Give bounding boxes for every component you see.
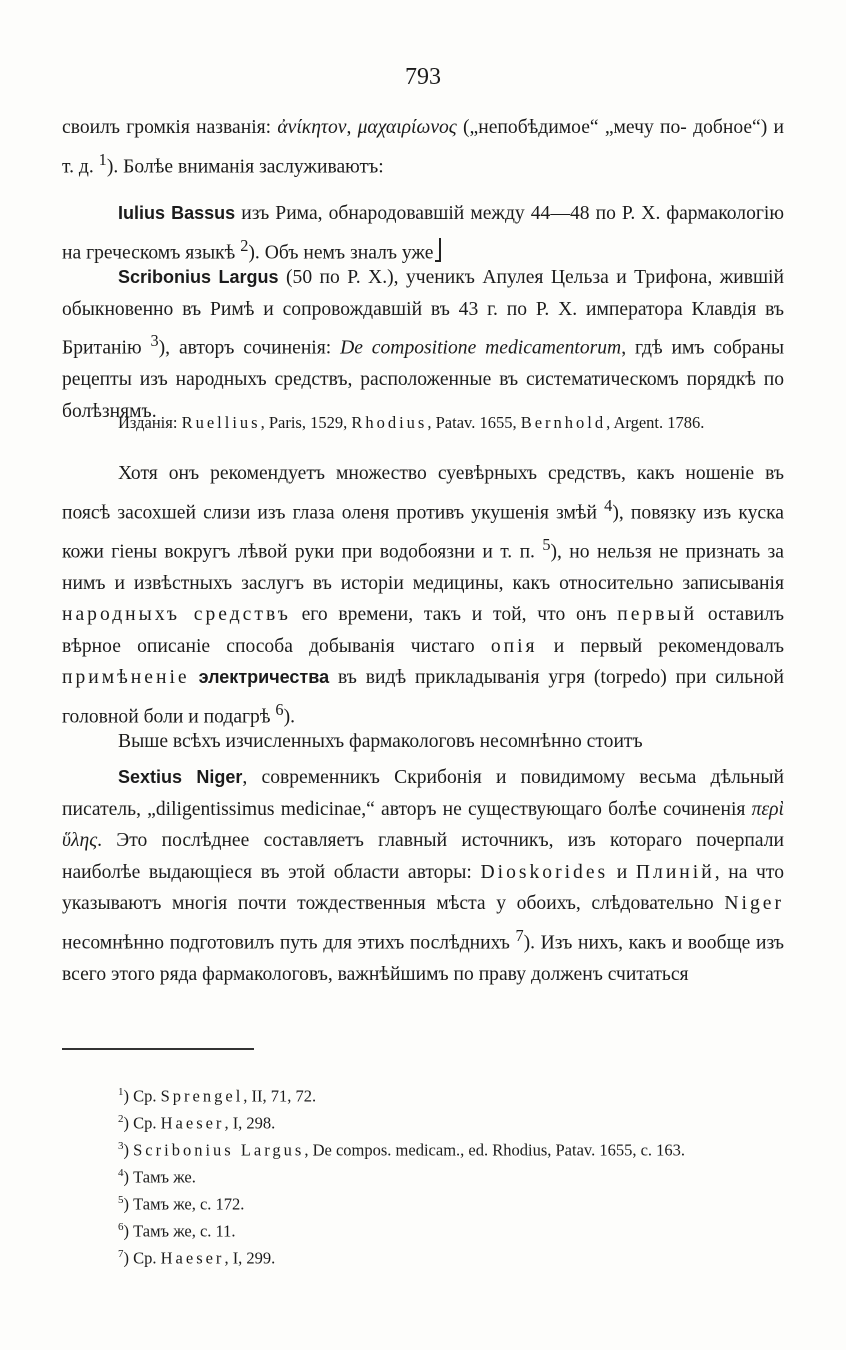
spaced-text: примѣненіе — [62, 667, 190, 689]
work-title: De compositione medicamentorum — [340, 337, 622, 359]
bracket-mark — [435, 238, 441, 262]
footnote-author: Scribonius Largus — [133, 1140, 305, 1160]
text: ). Болѣе вниманія заслуживаютъ: — [106, 156, 384, 178]
text: добное“) и т. д. — [62, 117, 784, 178]
text: въ видѣ прикладыванія угря (torpedo) при сильной головной боли и подагрѣ — [62, 667, 784, 728]
text: Выше всѣхъ изчисленныхъ фармакологовъ несомнѣнно стоитъ — [118, 731, 643, 752]
footnote-author: Haeser — [160, 1113, 225, 1133]
footnote — [118, 1215, 236, 1244]
footnote-text: ) Тамъ же. — [123, 1167, 196, 1187]
author-name: Sextius Niger — [118, 767, 243, 787]
text: его времени, такъ и той, что онъ — [290, 604, 618, 626]
author-name: Scribonius Largus — [118, 267, 279, 287]
footnote-divider — [62, 1048, 254, 1050]
footnote — [118, 1134, 685, 1163]
text: , современникъ Скрибонія и повидимому весьма дѣльный писатель, „diligentissimus medicinae,“ авторъ не существующаго болѣе сочиненія — [62, 767, 784, 820]
footnote-ref: 5 — [542, 534, 551, 554]
paragraph-niger — [62, 762, 784, 990]
text: ). Объ немъ зналъ уже — [248, 242, 434, 264]
text: и — [608, 861, 636, 883]
editor-name: Ruellius — [181, 413, 261, 432]
paragraph-merits — [62, 458, 784, 733]
footnote-author: Haeser — [160, 1248, 225, 1268]
footnote-text: ) — [123, 1140, 134, 1160]
footnote-text: ) Ср. — [123, 1113, 161, 1133]
text: изъ Рима, обнародовавшій между 44—48 по Р. X. фармакологію на греческомъ языкѣ — [62, 203, 784, 264]
spaced-text: первый — [617, 604, 698, 626]
paragraph-intro — [62, 112, 784, 183]
paragraph-scribonius — [62, 262, 784, 427]
greek-word: μαχαιρίωνος — [357, 117, 457, 138]
text: своилъ громкія названія: — [62, 117, 278, 138]
spaced-text: опія — [490, 635, 538, 657]
text: , на что указываютъ многія почти тождественныя мѣста у обоихъ, слѣдовательно — [62, 861, 784, 914]
text: несомнѣнно подготовилъ путь для этихъ послѣднихъ — [62, 932, 516, 954]
text: („непобѣдимое“ „мечу по- — [456, 117, 687, 138]
footnote — [118, 1080, 316, 1109]
footnote-number: 7 — [118, 1248, 124, 1260]
spaced-text: Плиній — [635, 861, 715, 883]
spaced-text: Niger — [724, 893, 784, 914]
text: , Patav. 1655, — [427, 413, 521, 432]
footnote-text: , De compos. medicam., ed. Rhodius, Patav. 1655, c. 163. — [304, 1140, 686, 1160]
text: ). — [283, 706, 295, 728]
spaced-text: Dioskorides — [480, 861, 609, 883]
text: , гдѣ имъ собраны рецепты изъ народныхъ средствъ, расположенные въ систематическомъ порядкѣ по болѣзнямъ. — [62, 337, 784, 422]
footnote-author: Sprengel — [160, 1086, 244, 1106]
text: , Paris, 1529, — [260, 413, 352, 432]
footnote-number: 6 — [118, 1221, 124, 1233]
footnote-text: ) Ср. — [123, 1248, 161, 1268]
text: . Это послѣднее составляетъ главный источникъ, изъ котораго почерпали наиболѣе выдающіеся въ этой области авторы: — [62, 830, 784, 883]
paragraph-bassus — [62, 198, 784, 269]
author-name: Iulius Bassus — [118, 203, 236, 223]
text: Изданія: — [118, 413, 182, 432]
footnote-text: , II, 71, 72. — [243, 1086, 317, 1106]
footnote-text: ) Тамъ же, с. 11. — [123, 1221, 236, 1241]
footnote-text: ) Тамъ же, с. 172. — [123, 1194, 245, 1214]
footnote-ref: 4 — [604, 495, 613, 515]
footnote-number: 4 — [118, 1167, 124, 1179]
footnote-number: 2 — [118, 1113, 124, 1125]
footnote-ref: 2 — [240, 235, 249, 255]
editor-name: Bernhold — [520, 413, 607, 432]
greek-word: περὶ ὕλης — [62, 798, 784, 851]
text: , Argent. 1786. — [606, 413, 705, 432]
footnote — [118, 1161, 196, 1190]
editor-name: Rhodius — [351, 413, 428, 432]
text: Хотя онъ рекомендуетъ множество суевѣрныхъ средствъ, какъ ношеніе въ поясѣ засохшей слизи изъ глаза оленя противъ укушенія змѣй — [62, 463, 784, 524]
footnote — [118, 1242, 275, 1271]
spaced-text: народныхъ средствъ — [62, 604, 291, 626]
paragraph-transition — [62, 726, 784, 758]
footnote-ref: 3 — [150, 331, 159, 350]
paragraph-editions — [62, 408, 784, 437]
footnote — [118, 1188, 244, 1217]
text: (50 по Р. X.), ученикъ Апулея Цельза и Трифона, жившій обыкновенно въ Римѣ и сопровождавшій въ 43 г. по Р. X. императора Клавдія въ Британію — [62, 267, 784, 359]
text: и первый рекомендовалъ — [537, 635, 784, 657]
greek-word: ἀνίκητον — [277, 117, 347, 138]
footnote — [118, 1107, 275, 1136]
footnote-text: , I, 298. — [224, 1113, 276, 1133]
footnote-ref: 7 — [515, 925, 524, 945]
text: , — [346, 117, 358, 138]
text: ), авторъ сочиненія: — [158, 337, 341, 359]
footnote-number: 5 — [118, 1194, 124, 1206]
footnote-number: 3 — [118, 1140, 124, 1152]
footnote-ref: 6 — [275, 699, 284, 719]
text: ), повязку изъ куска кожи гіены вокругъ лѣвой руки при водобоязни и т. п. — [62, 502, 784, 563]
page-number: 793 — [405, 64, 441, 90]
footnote-ref: 1 — [98, 149, 107, 169]
footnote-text: , I, 299. — [224, 1248, 276, 1268]
text: ). Изъ нихъ, какъ и вообще изъ всего этого ряда фармакологовъ, важнѣйшимъ по праву долженъ считаться — [62, 932, 784, 985]
text: оставилъ вѣрное описаніе способа добыванія чистаго — [62, 604, 785, 657]
footnote-text: ) Ср. — [123, 1086, 161, 1106]
text: ), но нельзя не признать за нимъ и извѣстныхъ заслугъ въ исторіи медицины, какъ относительно записыванія — [62, 541, 784, 594]
footnote-number: 1 — [118, 1086, 124, 1098]
bold-term: электричества — [189, 667, 330, 688]
